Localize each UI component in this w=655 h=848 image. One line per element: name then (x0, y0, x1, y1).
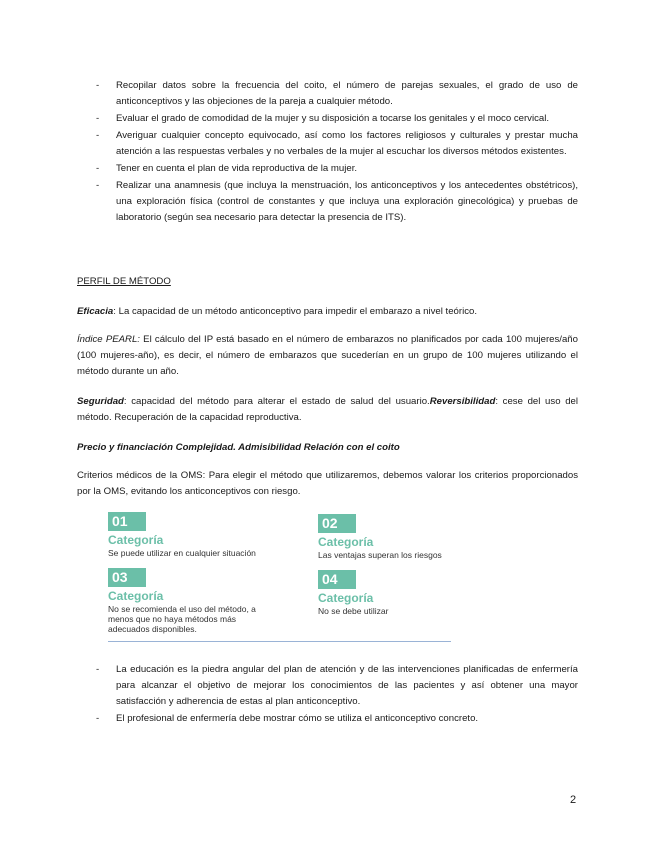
oms-categories-figure (108, 512, 451, 642)
list-item (96, 161, 578, 177)
list-item-text: La educación es la piedra angular del plan de atención y de las intervenciones planificadas de enfermería para alcanzar el objetivo de mejorar los conocimientos de las pacientes y así obtener una mayor satisfacción y adherencia de estas al plan anticonceptivo. (116, 664, 578, 707)
category-description: No se recomienda el uso del método, a menos que no haya métodos más adecuados disponibles. (108, 604, 256, 634)
list-item-text: Averiguar cualquier concepto equivocado, así como los factores religiosos y culturales y prestar mucha atención a las respuestas verbales y no verbales de la mujer al escuchar los diversos métodos existentes. (116, 130, 578, 157)
indice-term: Índice PEARL: (77, 334, 140, 345)
indice-text: El cálculo del IP está basado en el número de embarazos no planificados por cada 100 mujeres/año (100 mujeres-año), es decir, el número de embarazos que sucederían en un grupo de 100 mujeres utilizando el método durante un año. (77, 334, 578, 377)
dash-marker: - (96, 664, 100, 675)
dash-marker: - (96, 113, 100, 124)
category-number: 01 (108, 512, 146, 531)
category-number: 02 (318, 514, 356, 533)
list-item (96, 711, 578, 727)
category-card (108, 568, 278, 634)
category-title: Categoría (318, 591, 374, 605)
list-item-text: Realizar una anamnesis (que incluya la menstruación, los anticonceptivos y los antecedentes obstétricos), una exploración física (control de constantes y que incluya una exploración ginecológica) y pruebas de laboratorio (según sea necesario para detectar la presencia de ITS). (116, 180, 578, 223)
seguridad-term: Seguridad (77, 396, 124, 407)
list-item-text: Tener en cuenta el plan de vida reproductiva de la mujer. (116, 163, 358, 174)
reversibilidad-term: Reversibilidad (429, 396, 496, 407)
list-item-text: Evaluar el grado de comodidad de la mujer y su disposición a tocarse los genitales y el moco cervical. (116, 113, 550, 124)
page-number: 2 (570, 794, 577, 806)
reversibilidad-text: : cese del uso del método. Recuperación de la capacidad reproductiva. (77, 396, 578, 423)
dash-marker: - (96, 80, 100, 91)
dash-marker: - (96, 713, 100, 724)
list-item-text: Recopilar datos sobre la frecuencia del coito, el número de parejas sexuales, el grado de uso de anticonceptivos y las objeciones de la pareja a cualquier método. (116, 80, 578, 107)
category-number: 04 (318, 570, 356, 589)
dash-marker: - (96, 180, 100, 191)
category-card (108, 512, 278, 558)
category-description: Se puede utilizar en cualquier situación (108, 548, 256, 558)
category-title: Categoría (108, 533, 164, 547)
list-item (96, 111, 578, 127)
dash-marker: - (96, 163, 100, 174)
bullet-list-bottom (96, 662, 578, 728)
dash-marker: - (96, 130, 100, 141)
eficacia-paragraph (77, 304, 578, 320)
seguridad-text: : capacidad del método para alterar el estado de salud del usuario. (123, 396, 430, 407)
indice-paragraph (77, 332, 578, 380)
category-title: Categoría (108, 589, 164, 603)
list-item (96, 662, 578, 710)
category-description: No se debe utilizar (318, 606, 389, 616)
precio-line: Precio y financiación Complejidad. Admisibilidad Relación con el coito (77, 442, 400, 453)
category-title: Categoría (318, 535, 374, 549)
bullet-list-top (96, 78, 578, 227)
list-item (96, 78, 578, 110)
criterios-paragraph: Criterios médicos de la OMS: Para elegir el método que utilizaremos, debemos valorar los criterios proporcionados por la OMS, evitando los anticonceptivos con riesgo. (77, 470, 578, 497)
eficacia-term: Eficacia (77, 306, 114, 317)
list-item (96, 178, 578, 226)
eficacia-text: : La capacidad de un método anticonceptivo para impedir el embarazo a nivel teórico. (113, 306, 477, 317)
category-description: Las ventajas superan los riesgos (318, 550, 442, 560)
seguridad-paragraph (77, 394, 578, 426)
list-item (96, 128, 578, 160)
list-item-text: El profesional de enfermería debe mostrar cómo se utiliza el anticonceptivo concreto. (116, 713, 479, 724)
section-heading: PERFIL DE MÉTODO (77, 276, 171, 287)
category-number: 03 (108, 568, 146, 587)
category-card (318, 514, 488, 560)
category-card (318, 570, 488, 616)
